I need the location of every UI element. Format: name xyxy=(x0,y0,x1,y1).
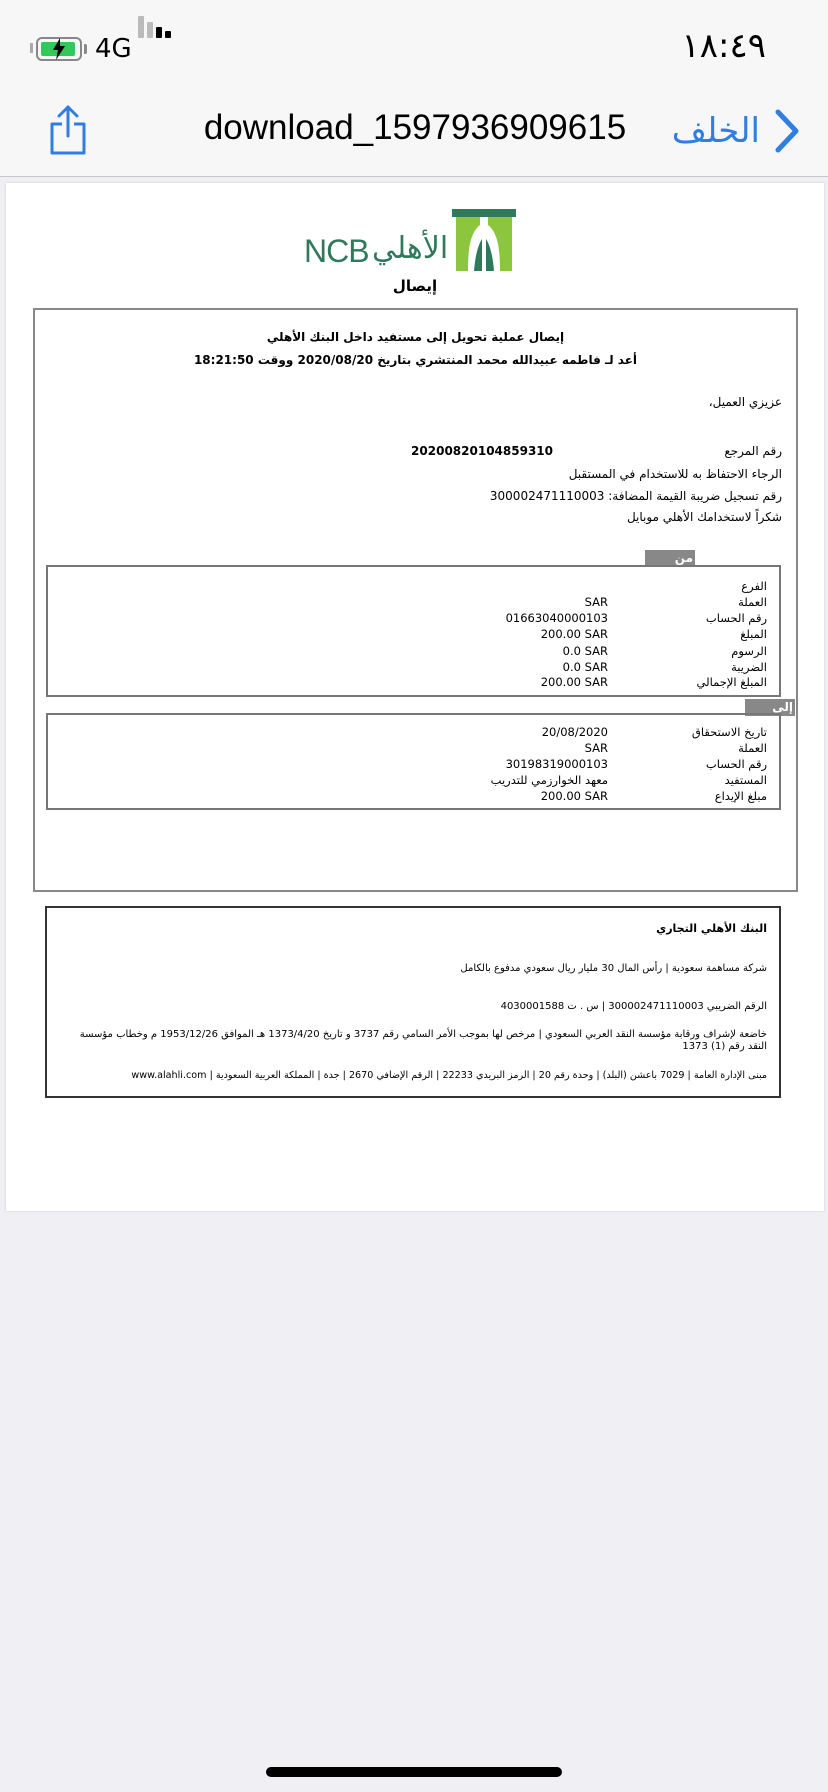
from-label: رقم الحساب xyxy=(705,611,767,625)
to-value: 30198319000103 xyxy=(505,757,608,771)
from-value: 01663040000103 xyxy=(505,611,608,625)
share-icon[interactable] xyxy=(48,104,88,156)
from-label: الرسوم xyxy=(731,644,767,658)
footer-supervision: خاضعة لإشراف ورقابة مؤسسة النقد العربي السعودي | مرخص لها بموجب الأمر السامي رقم 3737 و تاريخ 1373/4/20 هـ الموافق 1953/12/26 م وخطاب مؤسسة النقد رقم (1) 1373 xyxy=(79,1029,767,1052)
reference-value: 20200820104859310 xyxy=(411,444,553,458)
to-value: 20/08/2020 xyxy=(541,725,608,739)
from-value: 200.00 SAR xyxy=(540,627,608,641)
battery-icon xyxy=(36,37,82,61)
from-value: 200.00 SAR xyxy=(540,675,608,689)
greeting: عزيزي العميل، xyxy=(708,395,782,409)
from-section-tab: من xyxy=(645,550,695,567)
chevron-right-icon xyxy=(770,106,804,156)
back-button[interactable] xyxy=(672,106,804,156)
prepared-for: أعد لـ فاطمه عبيدالله محمد المنتشري بتاريخ 2020/08/20 ووقت 18:21:50 xyxy=(193,353,638,367)
home-indicator[interactable] xyxy=(266,1767,562,1777)
footer-tax: الرقم الضريبي 300002471110003 | س . ت 4030001588 xyxy=(500,1001,767,1012)
to-label: رقم الحساب xyxy=(705,757,767,771)
from-label: الفرع xyxy=(741,579,767,593)
vat-number: رقم تسجيل ضريبة القيمة المضافة: 300002471110003 xyxy=(489,489,782,503)
logo-text-en: NCB xyxy=(304,233,369,269)
back-label: الخلف xyxy=(671,111,760,151)
from-section xyxy=(46,565,781,697)
to-label: مبلغ الإيداع xyxy=(714,789,767,803)
from-label: المبلغ xyxy=(740,627,767,641)
document-page xyxy=(6,183,824,1211)
receipt-heading: إيصال عملية تحويل إلى مستفيد داخل البنك الأهلي xyxy=(266,330,565,344)
battery-cap xyxy=(84,44,87,54)
footer-address: مبنى الإدارة العامة | 7029 باعشن (البلد) | وحدة رقم 20 | الرمز البريدي 22233 | الرقم الإضافي 2670 | جدة | المملكة العربية السعودية | www.alahli.com xyxy=(131,1070,767,1081)
footer-company: شركة مساهمة سعودية | رأس المال 30 مليار ريال سعودي مدفوع بالكامل xyxy=(460,963,767,974)
battery-nub xyxy=(30,43,33,53)
footer-bank-name: البنك الأهلي التجاري xyxy=(656,922,767,935)
nav-title: download_1597936909615 xyxy=(203,108,627,147)
to-value: 200.00 SAR xyxy=(540,789,608,803)
to-label: المستفيد xyxy=(724,773,767,787)
reference-label: رقم المرجع xyxy=(724,444,782,458)
to-section-tab: إلى xyxy=(745,699,795,716)
ncb-emblem-icon xyxy=(452,209,516,271)
to-value: معهد الخوارزمي للتدريب xyxy=(490,773,608,787)
thanks-note: شكراً لاستخدامك الأهلي موبايل xyxy=(626,510,782,524)
to-label: العملة xyxy=(738,741,767,755)
nav-bar xyxy=(0,92,828,177)
to-value: SAR xyxy=(584,741,608,755)
receipt-label: إيصال xyxy=(392,277,438,295)
receipt-box xyxy=(33,308,798,892)
logo-text-ar: الأهلي xyxy=(372,231,449,266)
from-value: SAR xyxy=(584,595,608,609)
from-value: 0.0 SAR xyxy=(562,660,608,674)
from-value: 0.0 SAR xyxy=(562,644,608,658)
from-label: الضريبة xyxy=(731,660,767,674)
from-label: المبلغ الإجمالي xyxy=(696,675,767,689)
to-section xyxy=(46,713,781,810)
keep-note: الرجاء الاحتفاظ به للاستخدام في المستقبل xyxy=(568,467,782,481)
bank-footer xyxy=(45,906,781,1098)
network-type: 4G xyxy=(95,34,132,64)
from-label: العملة xyxy=(738,595,767,609)
ncb-logo xyxy=(304,211,516,271)
status-bar xyxy=(0,0,828,92)
to-label: تاريخ الاستحقاق xyxy=(691,725,767,739)
clock: ١٨:٤٩ xyxy=(681,26,766,66)
charging-bolt-icon xyxy=(52,38,66,60)
